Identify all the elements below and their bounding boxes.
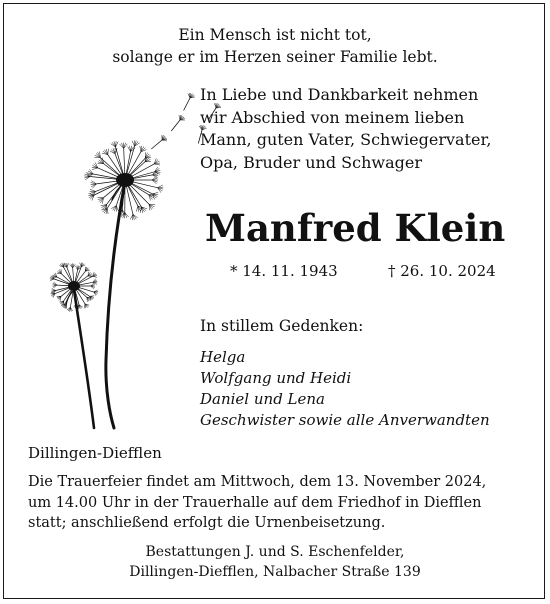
ceremony-line-1: Die Trauerfeier findet am Mittwoch, dem 13. November 2024,: [28, 474, 487, 490]
intro-text: [200, 84, 540, 174]
undertaker-info: [0, 542, 550, 582]
undertaker-line-2: Dillingen-Diefflen, Nalbacher Straße 139: [129, 564, 421, 580]
ceremony-line-2: um 14.00 Uhr in der Trauerhalle auf dem Friedhof in Diefflen: [28, 494, 482, 511]
undertaker-line-1: Bestattungen J. und S. Eschenfelder,: [145, 544, 405, 560]
mourner-item: Helga: [200, 348, 246, 366]
intro-line-2: wir Abschied von meinem lieben: [200, 107, 465, 127]
motto-line-1: Ein Mensch ist nicht tot,: [178, 26, 372, 44]
deceased-name: Manfred Klein: [205, 206, 506, 250]
place-name: Dillingen-Diefflen: [28, 444, 162, 462]
mourner-item: Wolfgang und Heidi: [200, 369, 352, 387]
mourner-item: Geschwister sowie alle Anverwandten: [200, 411, 490, 429]
in-memory-heading: In stillem Gedenken:: [200, 317, 364, 335]
intro-line-1: In Liebe und Dankbarkeit nehmen: [200, 85, 479, 104]
intro-line-4: Opa, Bruder und Schwager: [200, 152, 422, 172]
birth-date: * 14. 11. 1943: [230, 262, 338, 280]
ceremony-details: [28, 472, 528, 534]
mourner-item: Daniel und Lena: [200, 390, 326, 408]
intro-line-3: Mann, guten Vater, Schwiegervater,: [200, 130, 492, 149]
ceremony-line-3: statt; anschließend erfolgt die Urnenbeisetzung.: [28, 515, 386, 531]
motto-line-2: solange er im Herzen seiner Familie lebt.: [112, 48, 438, 66]
mourners-list: [200, 347, 540, 431]
death-date: † 26. 10. 2024: [388, 262, 496, 280]
